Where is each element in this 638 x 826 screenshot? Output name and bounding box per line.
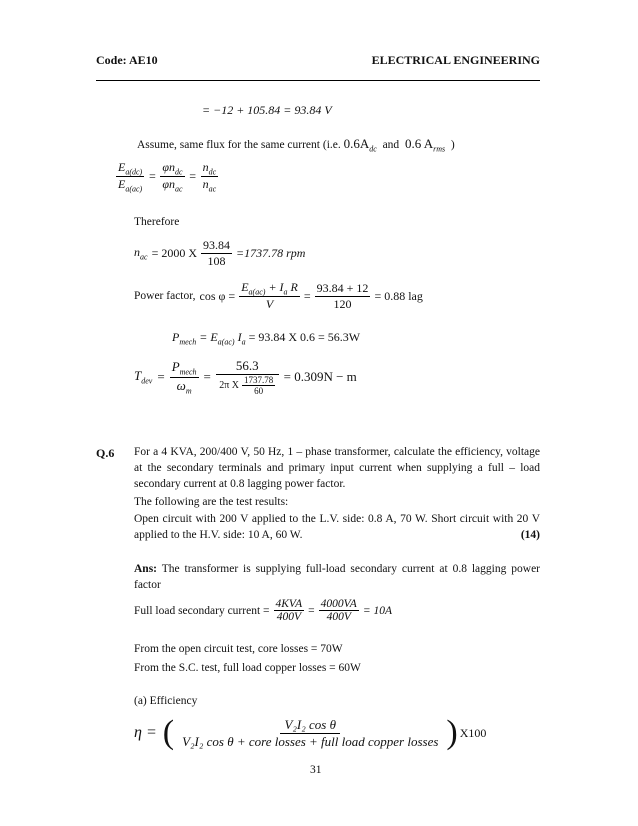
nac-frac bbox=[201, 238, 232, 269]
assume-val2: 0.6 A bbox=[404, 136, 434, 151]
ratio-equation: $\frac{E_{a(dc)}}{E_{a(ac)}}$ = $\frac{\varphi n_{dc}}{\varphi n_{ac}}$ = $\frac{n_{dc}}{n_{ac}}$ bbox=[118, 160, 217, 194]
tdev-frac-numeric bbox=[216, 358, 279, 396]
phi-num-sub: dc bbox=[174, 167, 183, 177]
assume-close: ) bbox=[450, 139, 455, 151]
oc-test-line: From the open circuit test, core losses = 70W bbox=[134, 643, 343, 655]
n-den: n bbox=[202, 177, 209, 192]
nac-equation bbox=[134, 238, 305, 269]
test-results-intro: The following are the test results: bbox=[134, 496, 289, 508]
tdev-den-pre: 2π X bbox=[219, 380, 240, 391]
eta-den: V₂I₂ cos θ + core losses + full load copper losses bbox=[182, 733, 439, 749]
fl-result: = 10A bbox=[362, 604, 393, 617]
pf-v: V bbox=[265, 297, 274, 312]
pf-lhs: cos φ = bbox=[199, 288, 236, 303]
pmech-ia: I bbox=[237, 330, 242, 344]
nac-lhs-sub: ac bbox=[140, 252, 148, 262]
answer-label: Ans: bbox=[134, 563, 158, 575]
phi-den-sub: ac bbox=[174, 184, 183, 194]
phi-den: φn bbox=[162, 177, 175, 192]
pf-label: Power factor, bbox=[134, 289, 196, 302]
assume-text: Assume, same flux for the same current (i.e. bbox=[137, 139, 341, 151]
left-paren: ( bbox=[162, 714, 175, 751]
eta-mult: X100 bbox=[459, 725, 487, 740]
n-num-sub: dc bbox=[208, 167, 217, 177]
pf-ea-sub: a(ac) bbox=[248, 287, 266, 297]
pf-result: = 0.88 lag bbox=[374, 288, 423, 303]
pf-ia: + I bbox=[268, 280, 284, 294]
assume-line bbox=[137, 136, 455, 156]
tdev-den-den: 60 bbox=[254, 386, 264, 396]
tdev-equation: $T_{dev}$ = $\frac{P_{mech}}{\omega_m}$ = 56.3 2π X $\frac{1737.78}{60}$ = 0.309N − m bbox=[134, 358, 357, 396]
nac-num: 93.84 bbox=[203, 238, 230, 252]
assume-sub2: rms bbox=[433, 144, 446, 154]
efficiency-equation bbox=[134, 716, 486, 750]
pf-num: 93.84 + 12 bbox=[316, 280, 369, 295]
test-results-text: Open circuit with 200 V applied to the L.V. side: 0.8 A, 70 W. Short circuit with 20 V applied to the H.V. side: 10 A, 60 W. bbox=[134, 513, 540, 541]
therefore-text: Therefore bbox=[134, 216, 180, 228]
tdev-result: = 0.309N − m bbox=[283, 369, 357, 384]
eta-frac bbox=[180, 717, 440, 750]
pf-ea: E bbox=[241, 280, 249, 294]
nac-den: 108 bbox=[207, 254, 226, 268]
nac-lhs: n bbox=[134, 245, 140, 260]
pmech-ia-sub: a bbox=[241, 337, 246, 347]
question-number: Q.6 bbox=[96, 446, 115, 460]
e-den-sub: a(ac) bbox=[125, 184, 143, 194]
tdev-p: P bbox=[171, 358, 180, 374]
page-number: 31 bbox=[310, 764, 322, 776]
tdev-inner-frac bbox=[242, 375, 275, 396]
question-marks: (14) bbox=[520, 529, 540, 541]
tdev-lhs-sub: dev bbox=[141, 376, 153, 386]
fl-num1: 4KVA bbox=[275, 598, 303, 610]
answer-text: The transformer is supplying full-load secondary current at 0.8 lagging power factor bbox=[134, 563, 540, 591]
tdev-p-sub: mech bbox=[179, 367, 197, 377]
full-load-current-equation: Full load secondary current = $\frac{\text{4KVA}}{400V}$ = $\frac{4000VA}{400V}$ = 10A bbox=[134, 598, 393, 623]
pmech-lhs-sub: mech bbox=[179, 337, 197, 347]
right-paren: ) bbox=[446, 714, 458, 751]
eta-num: V₂I₂ cos θ bbox=[280, 717, 340, 734]
efficiency-label: (a) Efficiency bbox=[134, 695, 198, 707]
nac-eq: = 2000 X bbox=[151, 246, 197, 260]
question-text: For a 4 KVA, 200/400 V, 50 Hz, 1 – phase transformer, calculate the efficiency, voltage at the secondary terminals and primary input current when supplying a full – load secondary current at 0.8 lagging power factor. bbox=[134, 446, 540, 490]
tdev-num: 56.3 bbox=[216, 358, 279, 375]
fl-frac2 bbox=[319, 598, 359, 623]
ratio-e-frac bbox=[116, 160, 144, 194]
doc-subject: ELECTRICAL ENGINEERING bbox=[371, 53, 540, 67]
fl-label: Full load secondary current = bbox=[134, 604, 270, 617]
e-den: E bbox=[118, 177, 126, 192]
assume-sub1: dc bbox=[369, 144, 377, 154]
pf-ia-sub: a bbox=[283, 287, 288, 297]
tdev-omega: ω bbox=[176, 377, 186, 393]
assume-and: and bbox=[382, 139, 400, 151]
sc-test-line: From the S.C. test, full load copper losses = 60W bbox=[134, 662, 361, 674]
doc-code: Code: AE10 bbox=[96, 53, 158, 67]
fl-frac1 bbox=[274, 598, 305, 623]
n-den-sub: ac bbox=[208, 184, 217, 194]
answer-paragraph bbox=[134, 561, 540, 593]
nac-rhs: =1737.78 rpm bbox=[236, 246, 306, 260]
pf-r: R bbox=[290, 280, 298, 294]
assume-val1: 0.6A bbox=[343, 136, 370, 151]
tdev-lhs: T bbox=[134, 368, 142, 384]
pf-den: 120 bbox=[333, 296, 352, 311]
pmech-ea-sub: a(ac) bbox=[217, 337, 235, 347]
tdev-den-num: 1737.78 bbox=[244, 375, 274, 385]
n-num: n bbox=[202, 160, 209, 174]
fl-den2: 400V bbox=[326, 611, 351, 623]
tdev-omega-sub: m bbox=[185, 386, 192, 396]
ratio-phi-frac bbox=[160, 160, 184, 194]
pmech-rhs: = 93.84 X 0.6 = 56.3W bbox=[248, 330, 361, 344]
ratio-n-frac bbox=[201, 160, 219, 194]
pmech-ea: = E bbox=[199, 330, 218, 344]
phi-num: φn bbox=[162, 160, 175, 174]
fl-num2: 4000VA bbox=[320, 598, 357, 610]
e-num-sub: a(dc) bbox=[125, 167, 143, 177]
header-rule bbox=[96, 80, 540, 81]
eta-lhs: η = bbox=[134, 724, 157, 741]
pmech-equation bbox=[172, 330, 360, 346]
pmech-lhs: P bbox=[172, 330, 180, 344]
fl-den1: 400V bbox=[276, 611, 301, 623]
e-num: E bbox=[118, 160, 126, 174]
pf-frac-symbolic bbox=[239, 280, 300, 312]
tdev-frac-symbolic bbox=[170, 359, 199, 395]
pf-equation: Power factor, cos φ = $\frac{E_{a(ac)} + I_a R}{V}$ = $\frac{93.84 + 12}{120}$ = 0.88 lag bbox=[134, 280, 423, 312]
pf-frac-numeric bbox=[315, 281, 371, 312]
equation-eb: = −12 + 105.84 = 93.84 V bbox=[202, 103, 332, 117]
